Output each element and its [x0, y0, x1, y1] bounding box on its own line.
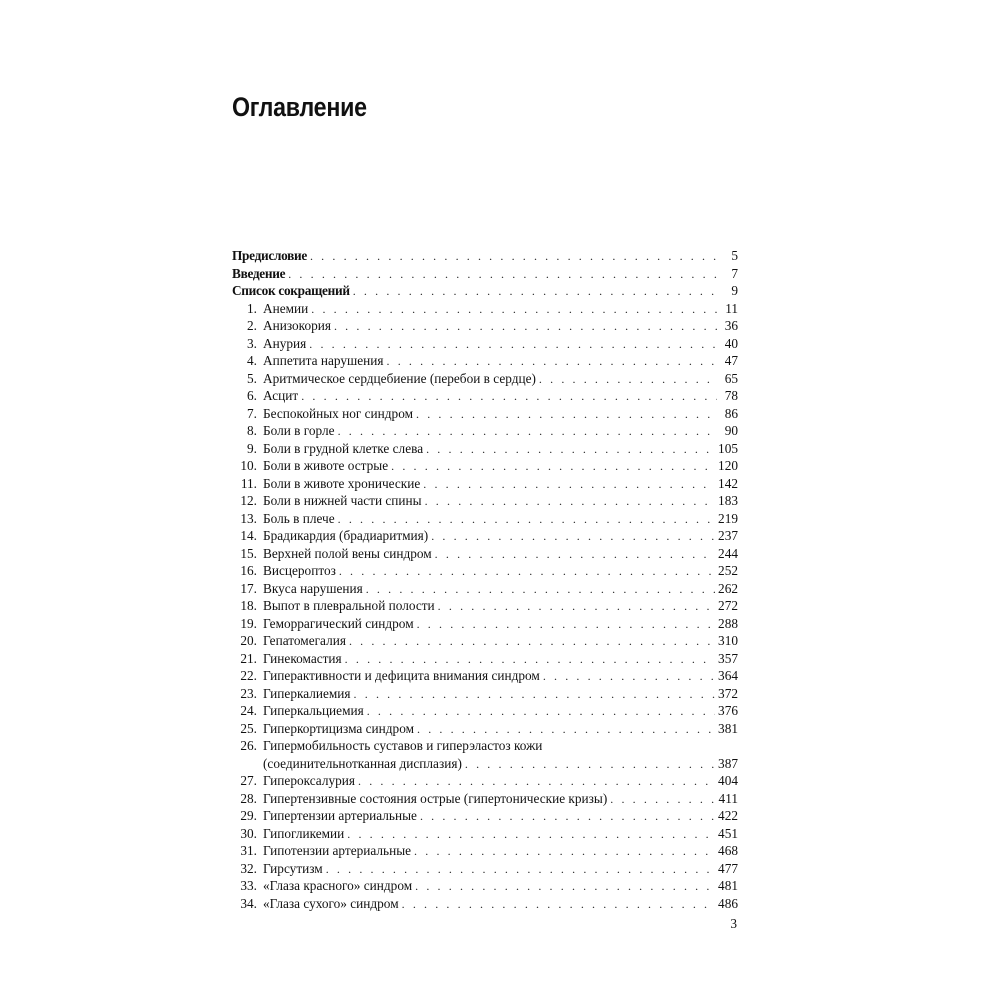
toc-entry-title: Гепатомегалия — [263, 633, 346, 648]
dot-leader — [415, 878, 715, 896]
dot-leader — [387, 353, 718, 371]
toc-entry-row[interactable] — [232, 352, 738, 370]
toc-front-matter-item — [232, 282, 738, 300]
toc-entry-page: 364 — [718, 668, 738, 683]
dot-leader — [426, 441, 715, 459]
dot-leader — [354, 686, 716, 704]
dot-leader — [288, 266, 717, 284]
dot-leader — [543, 668, 715, 686]
toc-entry-number: 7. — [247, 405, 257, 421]
toc-entry-row[interactable] — [232, 650, 738, 668]
toc-entry-title: Брадикардия (брадиаритмия) — [263, 528, 429, 543]
toc-entry-row[interactable] — [232, 702, 738, 720]
toc-entry-number: 27. — [240, 773, 257, 788]
toc-entry-title: Гиперкалиемия — [263, 685, 351, 701]
dot-leader — [326, 861, 715, 879]
toc-entry-page: 120 — [718, 458, 738, 473]
toc-entry — [232, 737, 738, 772]
toc-entry-number: 9. — [247, 440, 257, 456]
toc-entry-row[interactable] — [232, 807, 738, 825]
toc-entry-page: 219 — [718, 510, 738, 526]
toc-entry-row[interactable] — [232, 615, 738, 633]
toc-entry — [232, 317, 738, 335]
toc-entry-row[interactable] — [232, 527, 738, 545]
dot-leader — [423, 476, 715, 494]
toc-entry-title: Гипотензии артериальные — [263, 843, 412, 858]
toc-entry — [232, 772, 738, 790]
toc-entry-row[interactable] — [232, 895, 738, 913]
toc-entry-page: 376 — [718, 703, 738, 718]
toc-entry-row[interactable] — [232, 457, 738, 475]
toc-entry-title: Гиперкортицизма синдром — [263, 720, 414, 736]
dot-leader — [425, 493, 715, 511]
toc-entry — [232, 405, 738, 423]
toc-entry — [232, 667, 738, 685]
toc-entry-title: Выпот в плевральной полости — [263, 598, 435, 613]
toc-entry-title: Аппетита нарушения — [263, 353, 384, 368]
dot-leader — [539, 371, 717, 389]
dot-leader — [310, 248, 717, 266]
toc-entry-row[interactable] — [232, 720, 738, 738]
toc-entry-number: 6. — [247, 388, 257, 403]
toc-entry-number: 19. — [240, 615, 257, 631]
toc-entry — [232, 685, 738, 703]
toc-entry-row[interactable] — [232, 632, 738, 650]
toc-entry-row[interactable] — [232, 597, 738, 615]
toc-entry-number: 18. — [240, 598, 257, 613]
toc-entry-title: Гипермобильность суставов и гиперэластоз кожи — [263, 738, 543, 753]
toc-entry-title: Гипогликемии — [263, 825, 345, 841]
toc-entry-page: 47 — [724, 353, 738, 368]
toc-entry — [232, 300, 738, 318]
toc-entry-row[interactable] — [232, 860, 738, 878]
toc-entry-title: Гипертензивные состояния острые (гипертонические кризы) — [263, 790, 608, 806]
toc-entry-number: 33. — [240, 878, 257, 893]
toc-entry-page: 372 — [718, 685, 738, 701]
toc-entry-row[interactable] — [232, 580, 738, 598]
toc-entry-number: 31. — [240, 843, 257, 858]
toc-entry-page: 36 — [724, 318, 738, 333]
toc-entry-title: Гирсутизм — [263, 860, 323, 876]
toc-entry-row[interactable] — [232, 492, 738, 510]
toc-entry-row[interactable] — [232, 370, 738, 388]
dot-leader — [338, 511, 715, 529]
toc-entry-page: 86 — [724, 405, 738, 421]
dot-leader — [349, 633, 715, 651]
toc-entry-number: 11. — [240, 475, 257, 491]
toc-entry-title: Асцит — [263, 388, 299, 403]
toc-entry-page: 65 — [724, 370, 738, 386]
toc-entry-number: 4. — [247, 353, 257, 368]
toc-entry-title: Геморрагический синдром — [263, 615, 414, 631]
toc-entry — [232, 580, 738, 598]
toc-entry-title: Боли в нижней части спины — [263, 493, 422, 508]
toc-entry-title: Гинекомастия — [263, 650, 342, 666]
page-number: 3 — [730, 916, 737, 931]
toc-front-matter-item — [232, 247, 738, 265]
toc-entry-page: 468 — [718, 843, 738, 858]
page-title: Оглавление — [232, 92, 367, 122]
toc-entry — [232, 510, 738, 528]
toc-entry-title: Боли в животе острые — [263, 458, 389, 473]
dot-leader — [339, 563, 715, 581]
toc-entry-number: 12. — [240, 493, 257, 508]
toc-entry — [232, 702, 738, 720]
toc-entry-page: 142 — [718, 475, 738, 491]
toc-entry — [232, 895, 738, 913]
toc-entry — [232, 877, 738, 895]
toc-entry-page: 237 — [718, 528, 738, 543]
toc-entry-row[interactable] — [232, 842, 738, 860]
dot-leader — [438, 598, 715, 616]
dot-leader — [347, 826, 715, 844]
toc-entry-number: 10. — [240, 458, 257, 473]
toc-entry-title: Гипероксалурия — [263, 773, 355, 788]
toc-entry-number: 2. — [247, 318, 257, 333]
toc-entry-title: Список сокращений — [232, 283, 350, 298]
dot-leader — [414, 843, 715, 861]
dot-leader — [391, 458, 715, 476]
toc-entry-row[interactable] — [232, 685, 738, 703]
toc-entry-page: 7 — [731, 265, 738, 281]
toc-entry-row[interactable] — [232, 510, 738, 528]
toc-entry-row[interactable] — [232, 545, 738, 563]
toc-entry — [232, 352, 738, 370]
toc-entry-page: 310 — [718, 633, 738, 648]
toc-entry-page: 381 — [718, 720, 738, 736]
toc-entry-page: 90 — [724, 423, 738, 438]
toc-entry — [232, 632, 738, 650]
toc-entry — [232, 370, 738, 388]
toc-entry-page: 481 — [718, 878, 738, 893]
toc-entry-number: 16. — [240, 563, 257, 578]
toc-entry — [232, 422, 738, 440]
toc-entry-title: Гиперактивности и дефицита внимания синдром — [263, 668, 540, 683]
toc-entry-title: Гиперкальциемия — [263, 703, 364, 718]
toc-entry-number: 23. — [240, 685, 257, 701]
toc-entry-number: 29. — [240, 808, 257, 823]
toc-entry-title: Предисловие — [232, 248, 307, 263]
toc-entry-title: (соединительнотканная дисплазия) — [263, 755, 462, 771]
toc-entry-row[interactable] — [232, 317, 738, 335]
dot-leader — [465, 756, 715, 774]
toc-entry-page: 451 — [718, 825, 738, 841]
toc-entry — [232, 860, 738, 878]
dot-leader — [338, 423, 717, 441]
dot-leader — [311, 301, 717, 319]
toc-entry-title: Гипертензии артериальные — [263, 808, 417, 823]
dot-leader — [431, 528, 715, 546]
toc-entry-page: 78 — [724, 388, 738, 403]
toc-entry-number: 34. — [240, 895, 257, 911]
toc-entry — [232, 545, 738, 563]
toc-entry-page: 11 — [725, 300, 738, 316]
toc-entry-page: 387 — [718, 755, 738, 771]
toc-front-matter-row[interactable] — [232, 282, 738, 300]
toc-entry-number: 26. — [240, 738, 257, 753]
toc-entry — [232, 457, 738, 475]
toc-entry — [232, 492, 738, 510]
toc-entry — [232, 562, 738, 580]
toc-entry-number: 8. — [247, 423, 257, 438]
toc-entry-page: 422 — [718, 808, 738, 823]
toc-entry-page: 105 — [718, 440, 738, 456]
dot-leader — [301, 388, 717, 406]
toc-entry-number: 24. — [240, 703, 257, 718]
toc-entry-title: Анемии — [263, 300, 309, 316]
toc-entry-number: 17. — [240, 580, 257, 596]
toc-entry-page: 252 — [718, 563, 738, 578]
dot-leader — [309, 336, 717, 354]
toc-entry-page: 404 — [718, 773, 738, 788]
toc-entry-title: Анизокория — [263, 318, 331, 333]
toc-entry-row[interactable] — [232, 440, 738, 458]
toc-entry-page: 272 — [718, 598, 738, 613]
toc-entry-page: 40 — [724, 335, 738, 351]
toc-entry-number: 25. — [240, 720, 257, 736]
toc-entry-title: Анурия — [263, 335, 307, 351]
toc-entry-row[interactable] — [232, 335, 738, 353]
toc-entry-page: 477 — [718, 860, 738, 876]
toc-entry-page: 244 — [718, 545, 738, 561]
toc-entry — [232, 720, 738, 738]
toc-entry-row[interactable] — [232, 790, 738, 808]
dot-leader — [417, 721, 715, 739]
toc-entry-title: Боли в горле — [263, 423, 335, 438]
toc-entry-title: Боль в плече — [263, 510, 335, 526]
toc-entry-row[interactable] — [232, 825, 738, 843]
toc-entry — [232, 335, 738, 353]
toc-entry — [232, 475, 738, 493]
toc-entry — [232, 790, 738, 808]
toc-front-matter-item — [232, 265, 738, 283]
toc-front-matter-row[interactable] — [232, 247, 738, 265]
toc-entry-title: Висцероптоз — [263, 563, 336, 578]
toc-entry — [232, 615, 738, 633]
dot-leader — [358, 773, 715, 791]
toc-entry-number: 28. — [240, 790, 257, 806]
toc-entry — [232, 650, 738, 668]
toc-entry-first-line[interactable] — [232, 737, 738, 755]
toc-entry-number: 3. — [247, 335, 257, 351]
toc-entry-title: «Глаза красного» синдром — [263, 878, 413, 893]
toc-entry-title: Беспокойных ног синдром — [263, 405, 414, 421]
toc-entry-row[interactable] — [232, 667, 738, 685]
dot-leader — [610, 791, 715, 809]
toc-entry-number: 20. — [240, 633, 257, 648]
toc-entry — [232, 807, 738, 825]
toc-entry-number: 32. — [240, 860, 257, 876]
toc-entry-row[interactable] — [232, 405, 738, 423]
toc-entry-title: Аритмическое сердцебиение (перебои в сердце) — [263, 370, 536, 386]
toc-entry-number: 15. — [240, 545, 257, 561]
dot-leader — [435, 546, 715, 564]
toc-entry-row[interactable] — [232, 300, 738, 318]
dot-leader — [367, 703, 715, 721]
dot-leader — [366, 581, 715, 599]
toc-entry-row[interactable] — [232, 877, 738, 895]
toc-entry-row[interactable] — [232, 772, 738, 790]
toc-entry-page: 9 — [731, 283, 738, 298]
toc-entry-page: 183 — [718, 493, 738, 508]
toc-entry-title: «Глаза сухого» синдром — [263, 895, 399, 911]
toc-entry-title: Вкуса нарушения — [263, 580, 363, 596]
toc-entry-page: 357 — [718, 650, 738, 666]
toc-entry — [232, 387, 738, 405]
dot-leader — [417, 616, 715, 634]
toc-entry-page: 486 — [718, 895, 738, 911]
toc-entry-row[interactable] — [232, 422, 738, 440]
toc-entry-row[interactable] — [232, 562, 738, 580]
toc-entry-continuation[interactable] — [232, 755, 738, 773]
toc-entry — [232, 825, 738, 843]
toc-entry — [232, 527, 738, 545]
dot-leader — [353, 283, 717, 301]
toc-entry-page: 411 — [718, 790, 738, 806]
toc-entry-number: 14. — [240, 528, 257, 543]
toc-front-matter-row[interactable] — [232, 265, 738, 283]
toc-entry-page: 262 — [718, 580, 738, 596]
toc-entry-row[interactable] — [232, 387, 738, 405]
toc-entry — [232, 842, 738, 860]
dot-leader — [334, 318, 717, 336]
toc-entry-page: 5 — [731, 248, 738, 263]
toc-entry-number: 5. — [247, 370, 257, 386]
toc-entry-number: 13. — [240, 510, 257, 526]
toc-entry-title: Боли в животе хронические — [263, 475, 421, 491]
dot-leader — [402, 896, 715, 914]
toc-entry-number: 1. — [247, 300, 257, 316]
toc-entry-title: Введение — [232, 265, 286, 281]
toc-entry-number: 22. — [240, 668, 257, 683]
dot-leader — [420, 808, 715, 826]
toc-entry-number: 21. — [240, 650, 257, 666]
toc-entry-number: 30. — [240, 825, 257, 841]
toc-entry — [232, 597, 738, 615]
toc-entry — [232, 440, 738, 458]
dot-leader — [345, 651, 715, 669]
toc-entry-title: Боли в грудной клетке слева — [263, 440, 424, 456]
dot-leader — [416, 406, 717, 424]
toc-entry-page: 288 — [718, 615, 738, 631]
toc-entry-title: Верхней полой вены синдром — [263, 545, 432, 561]
toc-entry-row[interactable] — [232, 475, 738, 493]
table-of-contents — [232, 247, 738, 912]
